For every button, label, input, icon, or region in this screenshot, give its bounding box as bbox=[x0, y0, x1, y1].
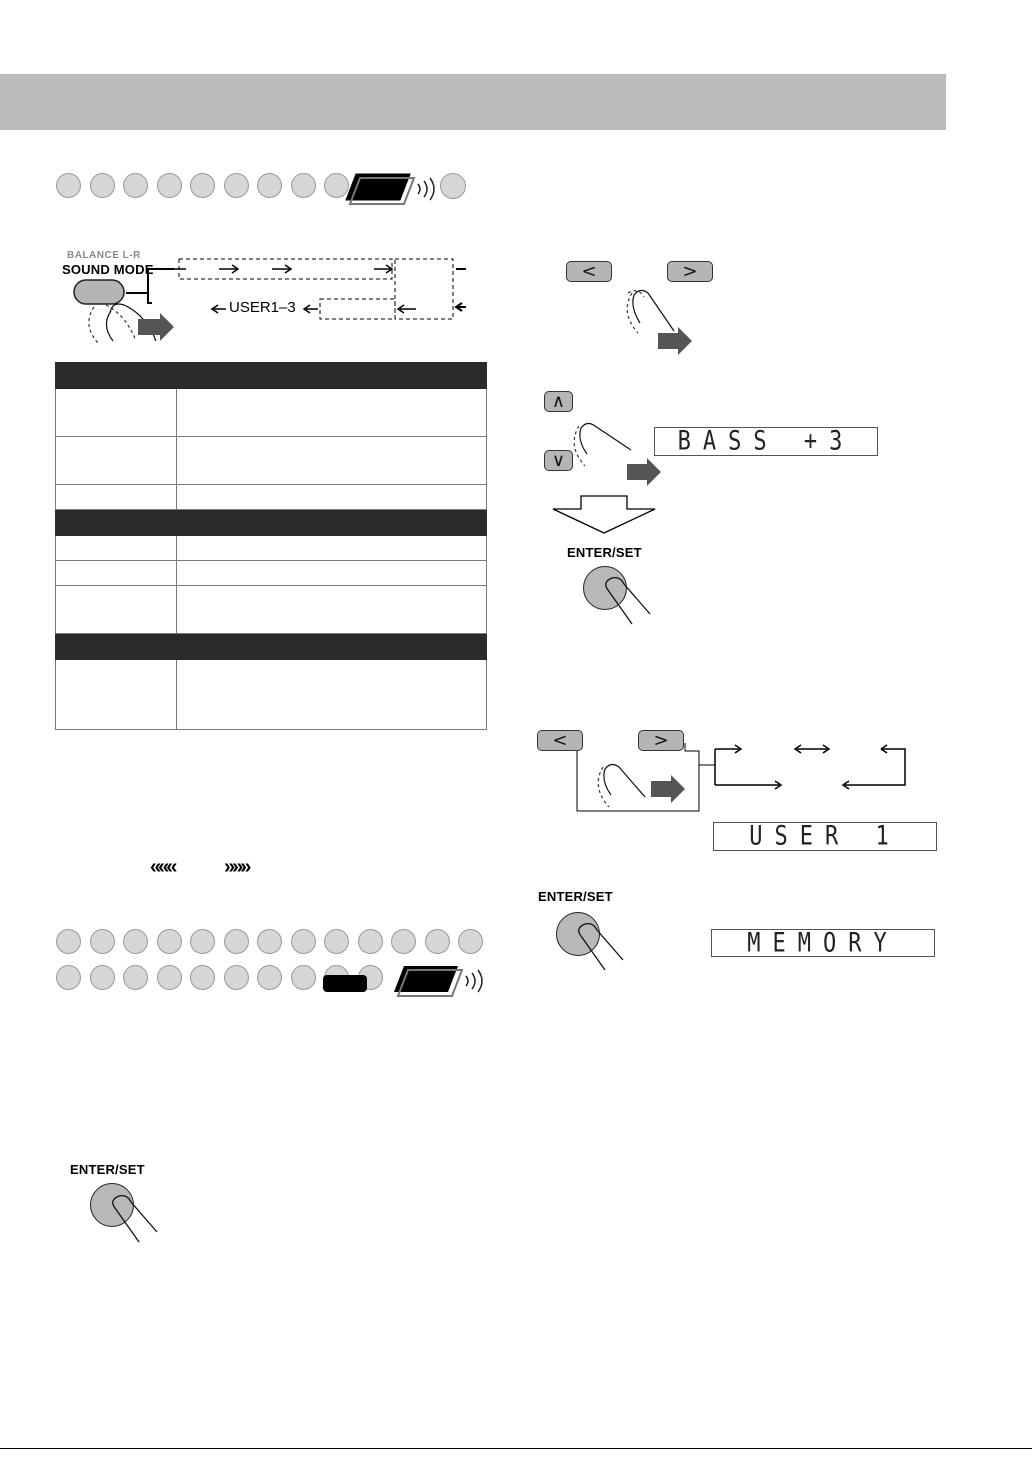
right-arrow-icon: > bbox=[653, 730, 669, 751]
right-button[interactable] bbox=[667, 261, 713, 282]
user-select-flow-diagram bbox=[575, 735, 915, 815]
sound-mode-table bbox=[55, 362, 487, 730]
finger-press-icon bbox=[618, 285, 698, 355]
left-arrow-icon: < bbox=[581, 261, 597, 282]
table-row bbox=[56, 660, 487, 730]
table-row bbox=[56, 485, 487, 510]
enter-set-label: ENTER/SET bbox=[538, 889, 613, 904]
finger-icon bbox=[598, 574, 658, 629]
down-flow-arrow-icon bbox=[551, 495, 657, 535]
table-row bbox=[56, 536, 487, 561]
unit-button-icon bbox=[323, 975, 367, 992]
remote-control-icon bbox=[344, 170, 489, 206]
up-arrow-icon: ∧ bbox=[551, 391, 566, 412]
forward-icon: »»» bbox=[224, 856, 249, 878]
page-bottom-rule bbox=[0, 1448, 1032, 1449]
enter-set-label: ENTER/SET bbox=[70, 1162, 145, 1177]
up-button[interactable] bbox=[544, 391, 573, 412]
table-row bbox=[56, 389, 487, 437]
display-user: USER 1 bbox=[713, 822, 937, 851]
rewind-icon: ««« bbox=[150, 856, 175, 878]
table-row bbox=[56, 437, 487, 485]
display-bass: BASS +3 bbox=[654, 427, 878, 456]
enter-set-label: ENTER/SET bbox=[567, 545, 642, 560]
finger-icon bbox=[105, 1192, 165, 1247]
table-row bbox=[56, 586, 487, 634]
table-category-row bbox=[56, 634, 487, 660]
table-category-row bbox=[56, 510, 487, 536]
finger-press-icon bbox=[565, 418, 665, 488]
step-dots-row-2 bbox=[56, 929, 492, 954]
user-presets-label: USER1–3 bbox=[229, 299, 296, 316]
display-memory: MEMORY bbox=[711, 929, 935, 957]
right-arrow-icon: > bbox=[682, 261, 698, 282]
left-button[interactable] bbox=[566, 261, 612, 282]
header-band bbox=[0, 74, 946, 130]
balance-label: BALANCE L-R bbox=[67, 250, 141, 261]
sound-mode-button[interactable] bbox=[74, 280, 124, 304]
table-row bbox=[56, 561, 487, 586]
finger-icon bbox=[571, 920, 631, 975]
remote-control-icon bbox=[390, 962, 490, 998]
step-dots-row-1 bbox=[56, 173, 358, 198]
sound-mode-label: SOUND MODE bbox=[62, 262, 154, 277]
left-arrow-icon: < bbox=[552, 730, 568, 751]
down-arrow-icon: ∨ bbox=[551, 450, 566, 471]
table-category-row bbox=[56, 363, 487, 389]
